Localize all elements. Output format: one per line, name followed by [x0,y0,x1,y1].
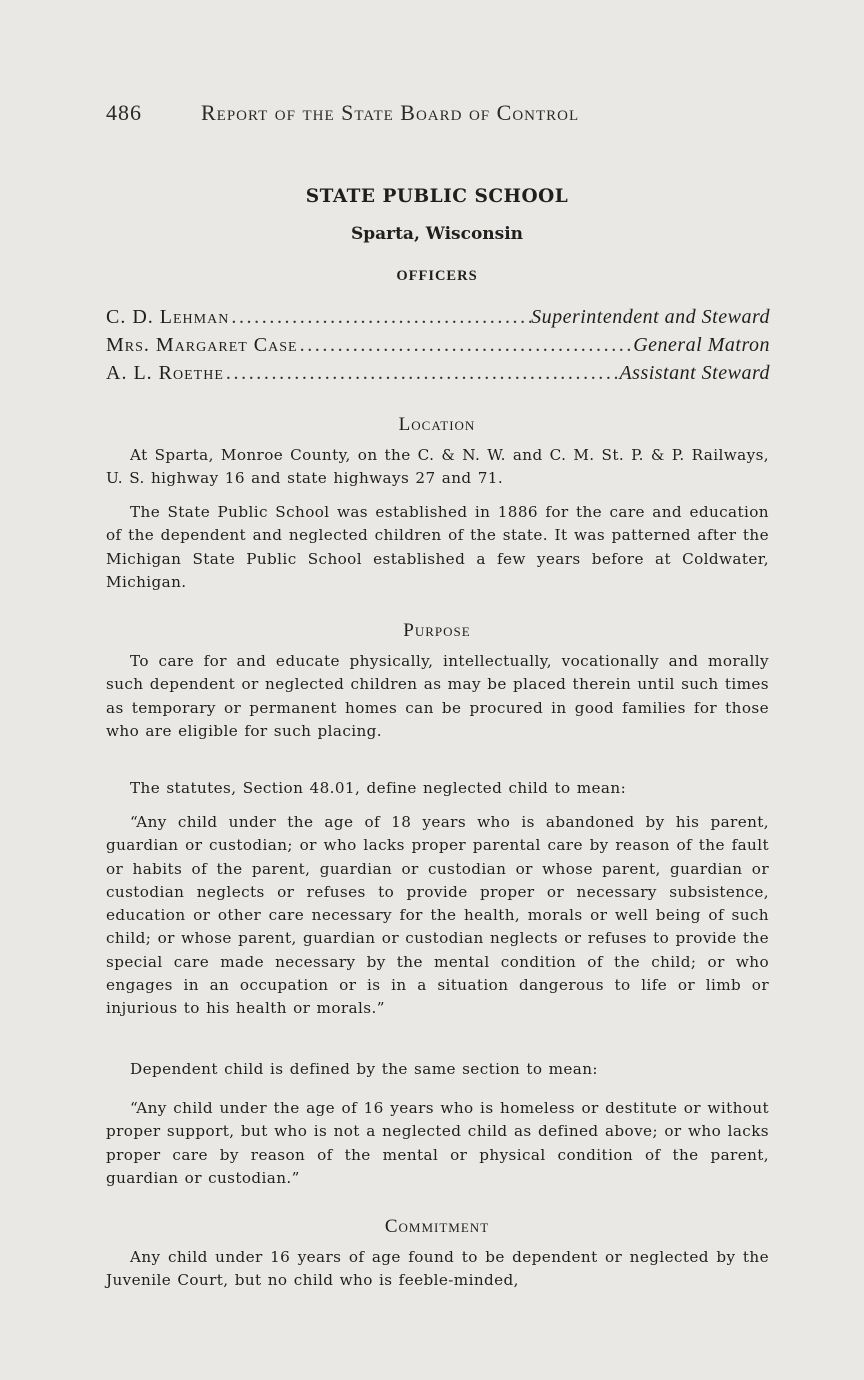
officer-role: Superintendent and Steward [531,306,770,328]
commitment-heading: Commitment [384,1216,490,1237]
purpose-heading: Purpose [403,620,471,641]
history-paragraph: The State Public School was established in 1886 for the care and education of the dependent and neglected children of the state. It was patterned after the Michigan State Public School established a few years before at Coldwater, Michigan. [106,503,769,591]
leader-dots [298,334,634,357]
officer-row [106,306,770,334]
purpose-paragraph: To care for and educate physically, intellectually, vocationally and morally such dependent or neglected children as may be placed therein until such times as temporary or permanent homes can be procured in good families for those who are eligible for such placing. [106,652,769,740]
dependent-definition-paragraph: “Any child under the age of 16 years who is homeless or destitute or without proper support, but who is not a neglected child as defined above; or who lacks proper care by reason of the mental or physical condition of the parent, guardian or custodian.” [106,1099,769,1187]
institution-name: STATE PUBLIC SCHOOL [305,186,569,207]
officer-name: A. L. Roethe [106,362,224,384]
institution-location: Sparta, Wisconsin [350,224,524,244]
location-paragraph: At Sparta, Monroe County, on the C. & N. W. and C. M. St. P. & P. Railways, U. S. highway 16 and state highways 27 and 71. [106,446,769,488]
officer-name: Mrs. Margaret Case [106,334,298,356]
officer-role: Assistant Steward [619,362,770,384]
officer-row [106,334,770,362]
leader-dots [229,306,531,329]
running-header [106,100,766,126]
officer-role: General Matron [633,334,770,356]
page-number: 486 [106,100,142,125]
running-title: Report of the State Board of Control [201,100,580,125]
statute-intro-paragraph: The statutes, Section 48.01, define neglected child to mean: [130,779,627,797]
officers-list [106,306,770,390]
officer-name: C. D. Lehman [106,306,230,328]
location-heading: Location [398,414,476,435]
officers-heading: OFFICERS [396,268,478,284]
leader-dots [224,362,620,385]
dependent-intro-paragraph: Dependent child is defined by the same section to mean: [130,1060,598,1078]
neglected-definition-paragraph: “Any child under the age of 18 years who is abandoned by his parent, guardian or custodian; or who lacks proper parental care by reason of the fault or habits of the parent, guardian or custodian or whose parent, guardian or custodian neglects or refuses to provide proper or necessary subsistence, education or other care necessary for the health, morals or well being of such child; or whose parent, guardian or custodian neglects or refuses to provide the special care made necessary by the mental condition of the child; or who engages in an occupation or is in a situation dangerous to life or limb or injurious to his health or morals.” [106,813,769,1018]
commitment-paragraph: Any child under 16 years of age found to be dependent or neglected by the Juvenile Court, but no child who is feeble-minded, [106,1248,769,1290]
officer-row [106,362,770,390]
